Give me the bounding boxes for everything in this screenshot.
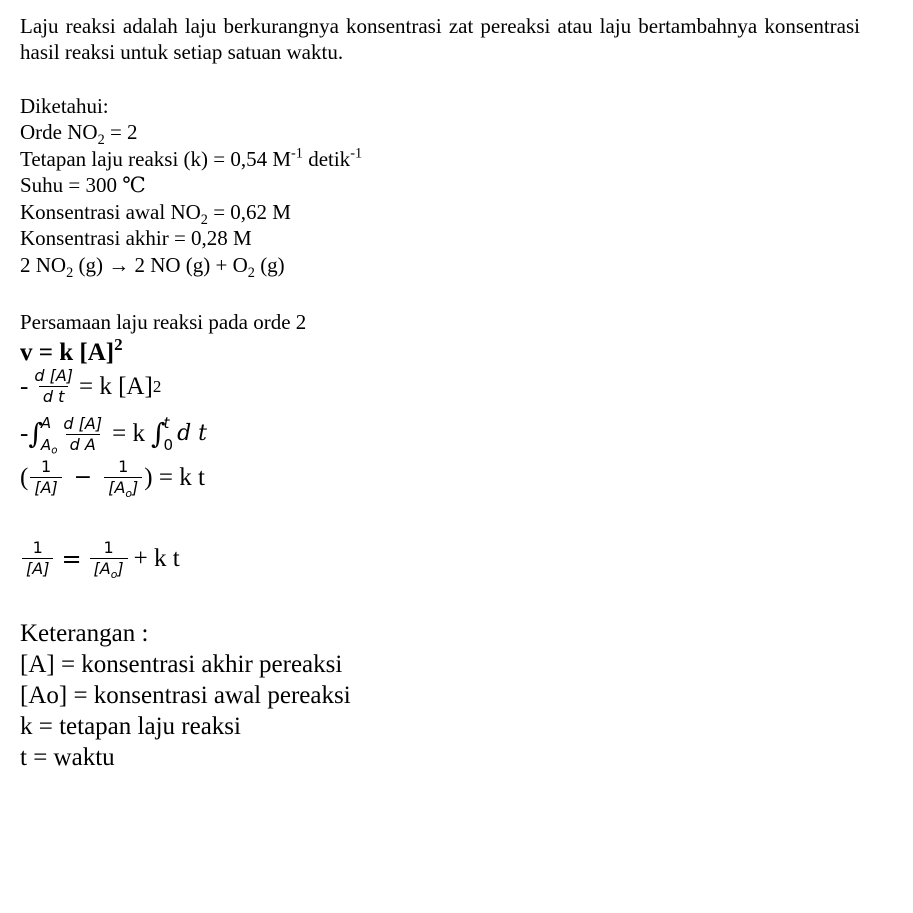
note-item: [A] = konsentrasi akhir pereaksi bbox=[20, 651, 343, 678]
rate-law: v = k $[A]^2$ bbox=[20, 334, 123, 366]
note-item: t = waktu bbox=[20, 744, 115, 771]
intro-paragraph: Laju reaksi adalah laju berkurangnya konsentrasi zat pereaksi atau laju bertambahnya konsentrasi hasil reaksi untuk setiap satuan waktu. bbox=[20, 14, 860, 64]
fraction-one-over-A0: $\frac{1}{[A_o]}$ bbox=[104, 457, 142, 498]
integral-sign: ∫ bbox=[28, 417, 43, 450]
fraction-one-over-A0: $\frac{1}{[A_o]}$ bbox=[90, 538, 128, 579]
integral-limits-A: A $A_o$ bbox=[40, 414, 58, 457]
note-item: k = tetapan laju reaksi bbox=[20, 713, 241, 740]
differential-equation: - $\frac{d [A]}{\text{d t}}$ = k [A] 2 bbox=[20, 366, 162, 406]
integral-limits-t: t 0 bbox=[163, 414, 174, 454]
final-equation: $\frac{1}{[A]}$ = $\frac{1}{[A_o]}$ + k t bbox=[20, 538, 180, 579]
temperature-line: Suhu = 300 ℃ bbox=[20, 173, 146, 197]
integrated-equation: ( $\frac{1}{[A]}$ − $\frac{1}{[A_o]}$ ) = k t bbox=[20, 457, 205, 500]
rate-constant-line: Tetapan laju reaksi (k) = 0,54 $M^{-1}$ detik$^{-1}$ bbox=[20, 145, 363, 171]
fraction-dA-dA: $\frac{d [A]}{\text{d A}}$ bbox=[63, 413, 103, 454]
fraction-one-over-A: $\frac{1}{[A]}$ bbox=[22, 538, 53, 579]
integral-sign: ∫ bbox=[150, 417, 166, 450]
orde-line: Orde $NO_2 = 2$ bbox=[20, 120, 138, 148]
note-item: [Ao] = konsentrasi awal pereaksi bbox=[20, 682, 351, 709]
notes-heading: Keterangan : bbox=[20, 620, 149, 647]
known-heading: Diketahui: bbox=[20, 94, 109, 118]
fraction-dA-dt: $\frac{d [A]}{\text{d t}}$ bbox=[34, 366, 73, 406]
integral-equation: - ∫ A $A_o$ $\frac{d [A]}{\text{d A}}$ = k ∫ t 0 d t bbox=[20, 413, 208, 457]
equation-heading: Persamaan laju reaksi pada orde 2 bbox=[20, 310, 307, 334]
reaction-equation: 2 $NO_2$ (g) → 2 NO $(g) + O_2$ (g) bbox=[20, 253, 285, 281]
final-concentration-line: Konsentrasi akhir = 0,28 M bbox=[20, 226, 252, 250]
fraction-one-over-A: $\frac{1}{[A]}$ bbox=[30, 457, 61, 498]
initial-concentration-line: Konsentrasi awal $NO_2 = 0,62$ M bbox=[20, 200, 291, 228]
